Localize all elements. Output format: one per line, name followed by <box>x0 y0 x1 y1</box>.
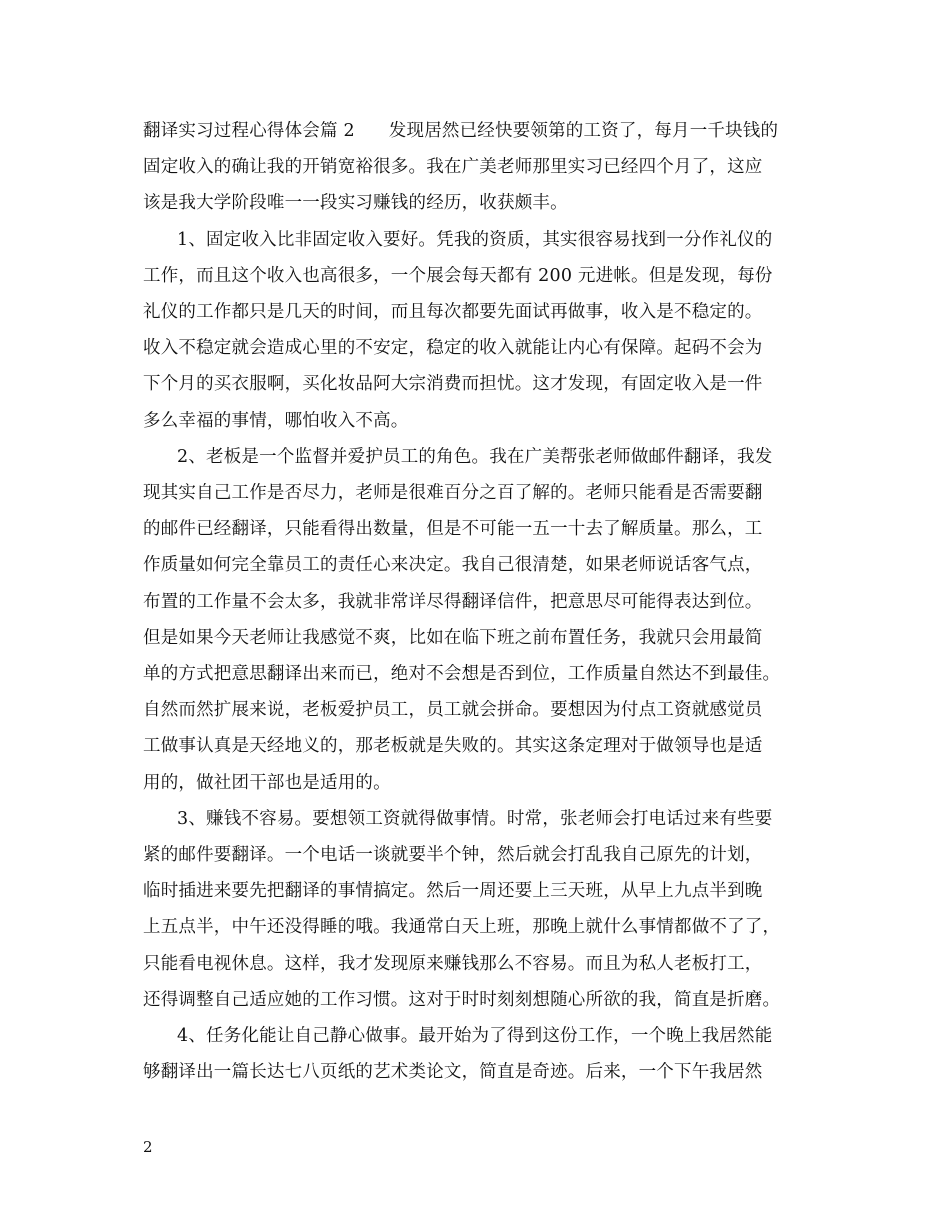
paragraph <box>143 222 811 439</box>
text-line <box>143 620 811 656</box>
text-segment: 紧的邮件要翻译。一个电话一谈就要半个钟，然后就会打乱我自己原先的计划， <box>143 845 763 866</box>
text-line <box>143 403 811 439</box>
text-line <box>143 330 811 366</box>
paragraph <box>143 1018 811 1090</box>
text-segment: 作质量如何完全靠员工的责任心来决定。我自己很清楚，如果老师说话客气点， <box>143 555 763 576</box>
text-segment: 只能看电视休息。这样，我才发现原来赚钱那么不容易。而且为私人老板打工， <box>143 953 763 974</box>
text-line <box>143 547 811 583</box>
text-segment: 工做事认真是天经地义的，那老板就是失败的。其实这条定理对于做领导也是适 <box>143 736 763 757</box>
text-segment: 该是我大学阶段唯一一段实习赚钱的经历，收获颇丰。 <box>143 193 568 214</box>
text-segment: 自然而然扩展来说，老板爱护员工，员工就会拼命。要想因为付点工资就感觉员 <box>143 700 763 721</box>
text-segment: 翻译实习过程心得体会篇 2 <box>143 121 355 141</box>
text-line <box>143 873 811 909</box>
text-segment: 的邮件已经翻译，只能看得出数量，但是不可能一五一十去了解质量。那么，工 <box>143 519 763 540</box>
text-segment: 临时插进来要先把翻译的事情搞定。然后一周还要上三天班，从早上九点半到晚 <box>143 881 763 902</box>
text-line <box>143 728 811 764</box>
text-line <box>143 656 811 692</box>
text-segment: 单的方式把意思翻译出来而已，绝对不会想是否到位，工作质量自然达不到最佳。 <box>143 664 781 685</box>
text-segment: 现其实自己工作是否尽力，老师是很难百分之百了解的。老师只能看是否需要翻 <box>143 483 763 504</box>
page-number: 2 <box>143 1138 153 1156</box>
text-line <box>143 185 811 221</box>
document-body <box>143 113 811 1090</box>
text-line <box>143 511 811 547</box>
text-segment: 4、任务化能让自己静心做事。最开始为了得到这份工作，一个晚上我居然能 <box>177 1026 773 1047</box>
text-line <box>143 113 811 149</box>
paragraph <box>143 439 811 801</box>
text-line <box>143 584 811 620</box>
text-line <box>143 149 811 185</box>
text-line <box>143 258 811 294</box>
text-segment: 2、老板是一个监督并爱护员工的角色。我在广美帮张老师做邮件翻译，我发 <box>177 446 773 467</box>
text-line <box>143 946 811 982</box>
text-segment: 发现居然已经快要领第的工资了，每月一千块钱的 <box>388 121 779 141</box>
text-segment: 固定收入的确让我的开销宽裕很多。我在广美老师那里实习已经四个月了，这应 <box>143 157 763 178</box>
text-line <box>143 692 811 728</box>
text-line <box>143 909 811 945</box>
text-line <box>143 366 811 402</box>
text-segment: 够翻译出一篇长达七八页纸的艺术类论文，简直是奇迹。后来，一个下午我居然 <box>143 1062 763 1083</box>
text-line <box>143 1018 811 1054</box>
paragraph <box>143 801 811 1018</box>
text-line <box>143 765 811 801</box>
text-segment: 但是如果今天老师让我感觉不爽，比如在临下班之前布置任务，我就只会用最简 <box>143 627 763 648</box>
text-line <box>143 222 811 258</box>
text-segment: 1、固定收入比非固定收入要好。凭我的资质，其实很容易找到一分作礼仪的 <box>177 229 773 250</box>
text-segment: 收入不稳定就会造成心里的不安定，稳定的收入就能让内心有保障。起码不会为 <box>143 338 763 359</box>
paragraph <box>143 113 811 222</box>
text-segment: 用的，做社团干部也是适用的。 <box>143 772 391 793</box>
text-line <box>143 439 811 475</box>
text-segment: 礼仪的工作都只是几天的时间，而且每次都要先面试再做事，收入是不稳定的。 <box>143 302 763 323</box>
text-line <box>143 837 811 873</box>
text-segment: 3、赚钱不容易。要想领工资就得做事情。时常，张老师会打电话过来有些要 <box>177 808 773 829</box>
text-segment: 工作，而且这个收入也高很多，一个展会每天都有 200 元进帐。但是发现，每份 <box>143 265 773 286</box>
text-segment: 多么幸福的事情，哪怕收入不高。 <box>143 410 409 431</box>
text-segment: 上五点半，中午还没得睡的哦。我通常白天上班，那晚上就什么事情都做不了了， <box>143 917 781 938</box>
text-line <box>143 982 811 1018</box>
text-line <box>143 475 811 511</box>
text-segment: 布置的工作量不会太多，我就非常详尽得翻译信件，把意思尽可能得表达到位。 <box>143 591 763 612</box>
text-line <box>143 294 811 330</box>
text-line <box>143 801 811 837</box>
text-line <box>143 1054 811 1090</box>
text-segment: 下个月的买衣服啊，买化妆品阿大宗消费而担忧。这才发现，有固定收入是一件 <box>143 374 763 395</box>
text-segment: 还得调整自己适应她的工作习惯。这对于时时刻刻想随心所欲的我，简直是折磨。 <box>143 989 781 1010</box>
